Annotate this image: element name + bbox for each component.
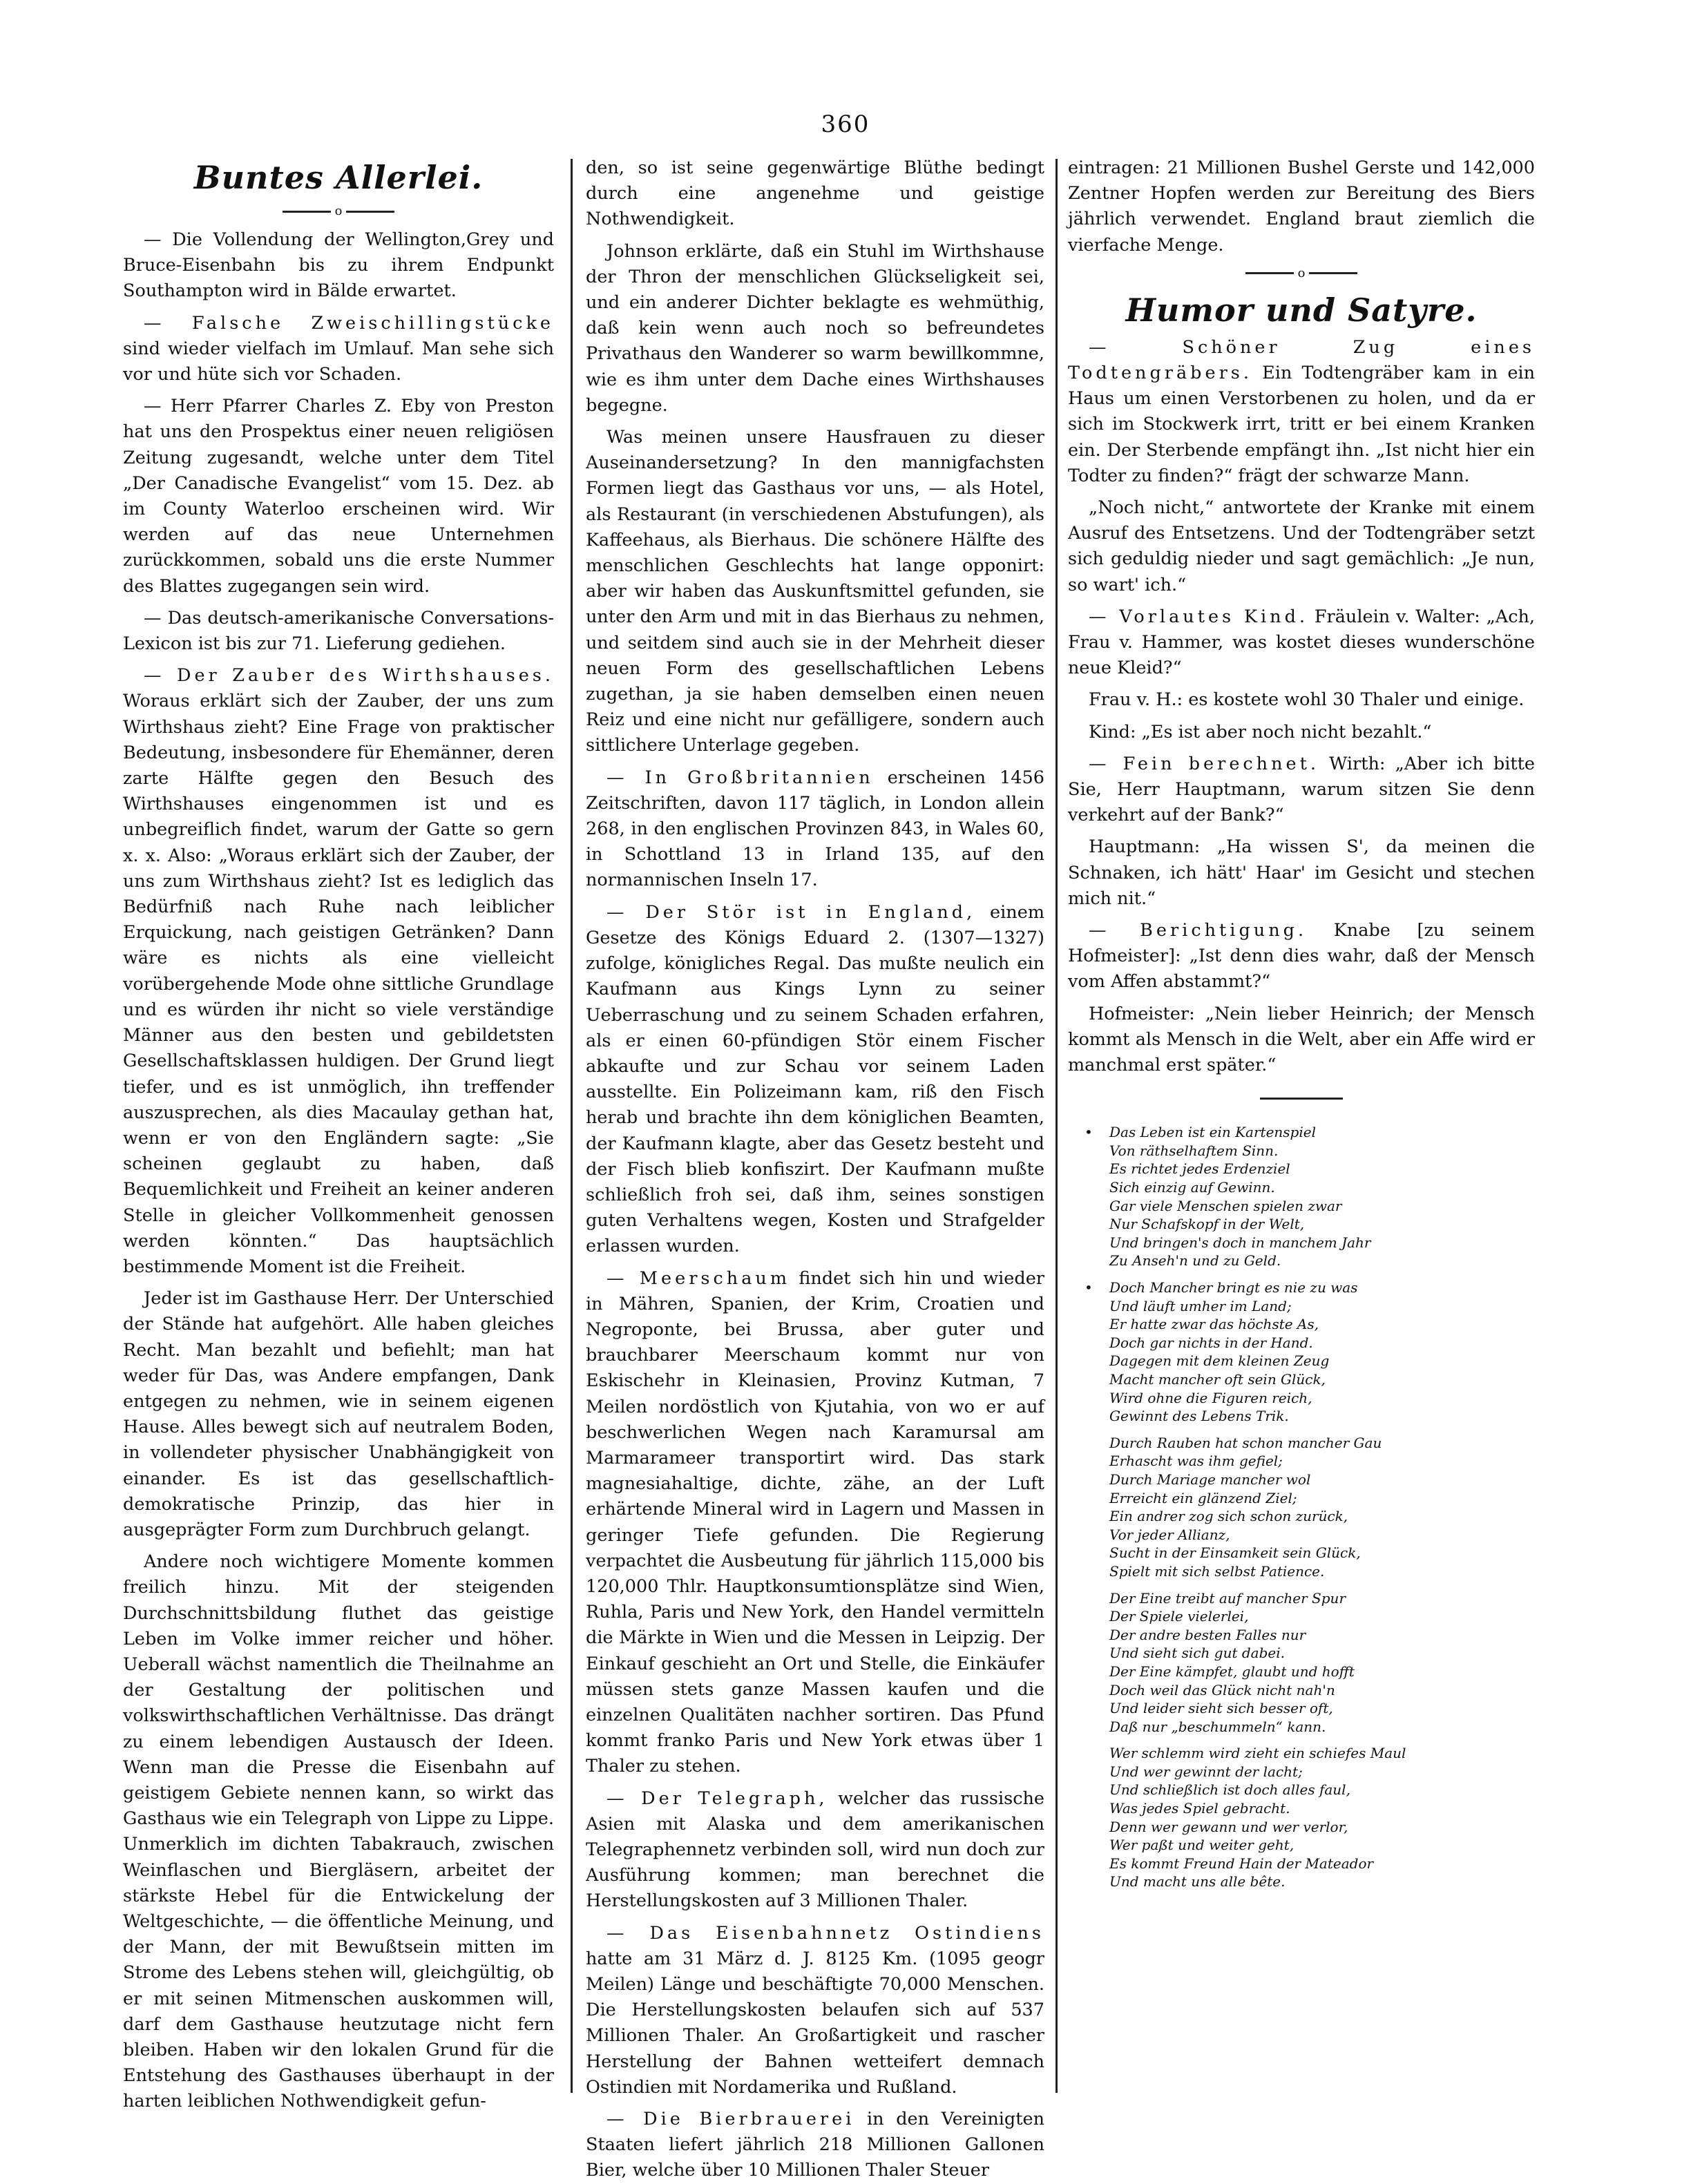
news-item-lead: — Der Stör ist in England, — [606, 901, 976, 923]
poem-line: Und schließlich ist doch alles faul, — [1109, 1781, 1350, 1799]
column-left — [123, 155, 554, 2117]
ornament-rule: o — [123, 202, 554, 220]
poem-stanza — [1109, 1434, 1535, 1581]
poem-line: Denn wer gewann und wer verlor, — [1109, 1818, 1348, 1835]
news-item: — In Großbritannien erscheinen 1456 Zeitschriften, davon 117 täglich, in London allein 268, in den englischen Provinzen 843, in Wales 60, in Schottland 13 in Irland 135, auf den normannischen Inseln 17. — [586, 767, 1044, 891]
anecdote: — Vorlautes Kind. Fräulein v. Walter: „Ach, Frau v. Hammer, was kostet dieses wunderschöne neue Kleid?“ — [1068, 606, 1535, 679]
paragraph: Andere noch wichtigere Momente kommen freilich hinzu. Mit der steigenden Durchschnittsbildung fluthet das geistige Leben im Volke immer reicher und höher. Ueberall wächst namentlich die Theilnahme an der Gestaltung der politischen und volkswirthschaftlichen Verhältnisse. Das drängt zu einem lebendigen Austausch der Ideen. Wenn man die Presse die Eisenbahn auf geistigem Gebiete nennen kann, so wirkt das Gasthaus wie ein Telegraph von Lippe zu Lippe. Unmerklich im dichten Tabakrauch, zwischen Weinflaschen und Biergläsern, arbeitet der stärkste Hebel für die Entwickelung der Weltgeschichte, — die öffentliche Meinung, und der Mann, der mit Bewußtsein mitten im Strome des Lebens stehen will, gleichgültig, ob er mit seinen Mitmenschen auskommen will, darf dem Gasthause heutzutage nicht fern bleiben. Haben wir den lokalen Grund für die Entstehung des Gasthauses überhaupt in der harten leiblichen Nothwendigkeit gefun- — [123, 1551, 554, 2112]
poem-stanza — [1085, 1123, 1535, 1270]
bullet-marker: • — [1085, 1124, 1093, 1141]
poem-line: Es richtet jedes Erdenziel — [1109, 1160, 1290, 1178]
anecdote: Frau v. H.: es kostete wohl 30 Thaler und einige. — [1089, 689, 1525, 711]
poem-stanza — [1109, 1589, 1535, 1736]
column-right — [1068, 155, 1535, 2117]
poem-line: Es kommt Freund Hain der Mateador — [1109, 1855, 1374, 1872]
poem-line: Was jedes Spiel gebracht. — [1109, 1800, 1290, 1817]
news-item: — Herr Pfarrer Charles Z. Eby von Preston hat uns den Prospektus einer neuen religiösen Zeitung zugesandt, welche unter dem Titel „Der Canadische Evangelist“ vom 15. Dez. ab im County Waterloo erscheinen wird. Wir werden auf das neue Unternehmen zurückkommen, sobald uns die erste Nummer des Blattes zugegangen sein wird. — [123, 396, 554, 597]
news-item: — Der Telegraph, welcher das russische Asien mit Alaska und dem amerikanischen Telegraphennetz verbinden soll, wird nun doch zur Ausführung kommen; man berechnet die Herstellungskosten auf 3 Millionen Thaler. — [586, 1788, 1044, 1912]
news-item-lead: — In Großbritannien — [606, 767, 874, 788]
news-item-lead: — Der Telegraph, — [606, 1788, 828, 1809]
poem-line: Doch Mancher bringt es nie zu was — [1109, 1279, 1358, 1296]
anecdote: Hauptmann: „Ha wissen S', da meinen die Schnaken, ich hätt' Haar' im Gesicht und stechen mich nit.“ — [1068, 836, 1535, 909]
news-item-lead: — Der Zauber des Wirthshauses. — [144, 665, 554, 687]
column-middle — [586, 155, 1044, 2181]
poem-line: Dagegen mit dem kleinen Zeug — [1109, 1352, 1330, 1370]
section-heading-humor-und-satyre: Humor und Satyre. — [1125, 291, 1478, 329]
column-divider — [571, 159, 573, 2093]
poem-stanza — [1109, 1744, 1535, 1891]
poem-line: Durch Rauben hat schon mancher Gau — [1109, 1434, 1382, 1451]
news-item-lead: — Falsche Zweischillingstücke — [144, 312, 554, 334]
poem-line: Sich einzig auf Gewinn. — [1109, 1179, 1275, 1196]
poem-line: Von räthselhaftem Sinn. — [1109, 1142, 1279, 1159]
ornament-rule: o — [1068, 265, 1535, 282]
poem-line: Er hatte zwar das höchste As, — [1109, 1316, 1319, 1333]
poem-line: Der Eine kämpfet, glaubt und hofft — [1109, 1663, 1355, 1680]
paragraph: eintragen: 21 Millionen Bushel Gerste und 142,000 Zentner Hopfen werden zur Bereitung des Biers jährlich verwendet. England braut ziemlich die vierfache Menge. — [1068, 157, 1535, 256]
anecdote: — Berichtigung. Knabe [zu seinem Hofmeister]: „Ist denn dies wahr, daß der Mensch vom Affen abstammt?“ — [1068, 920, 1535, 993]
anecdote: — Schöner Zug eines Todtengräbers. Ein Todtengräber kam in ein Haus um einen Verstorbenen zu holen, und da er sich im Stockwerk irrt, tritt er bei einem Kranken ein. Der Sterbende empfängt ihn. „Ist nicht hier ein Todter zu finden?“ frägt der schwarze Mann. — [1068, 336, 1535, 486]
anecdote-lead: — Schöner Zug eines Todtengräbers. — [1068, 336, 1535, 384]
section-heading-buntes-allerlei: Buntes Allerlei. — [193, 159, 484, 196]
poem-line: Doch weil das Glück nicht nah'n — [1109, 1681, 1335, 1698]
paragraph: Johnson erklärte, daß ein Stuhl im Wirthshause der Thron der menschlichen Glückseligkeit sei, und ein anderer Dichter beklagte es wehmüthig, daß kein wenn auch noch so befreundetes Privathaus den Wanderer so warm bewillkommne, wie es ihm unter dem Dache eines Wirthshauses begegne. — [586, 240, 1044, 416]
poem-line: Der Spiele vielerlei, — [1109, 1608, 1249, 1625]
poem-line: Wird ohne die Figuren reich, — [1109, 1389, 1312, 1406]
poem-line: Spielt mit sich selbst Patience. — [1109, 1562, 1325, 1580]
poem-line: Vor jeder Allianz, — [1109, 1526, 1230, 1543]
column-divider — [1055, 159, 1058, 2093]
poem-line: Gewinnt des Lebens Trik. — [1109, 1408, 1289, 1425]
poem-line: Durch Mariage mancher wol — [1109, 1471, 1311, 1488]
anecdote-lead: — Fein berechnet. — [1089, 753, 1319, 774]
news-item: — Meerschaum findet sich hin und wieder in Mähren, Spanien, der Krim, Croatien und Negroponte, bei Brussa, aber guter und brauchbarer Meerschaum kommt nur von Eskischehr in Kleinasien, Provinz Kutman, 7 Meilen nordöstlich von Kjutahia, von wo er auf beschwerlichen Wegen nach Karamursal am Marmarameer transportirt wird. Das stark magnesiahaltige, dichte, zähe, an der Luft erhärtende Mineral wird in Lagern und Massen in geringer Tiefe gefunden. Die Regierung verpachtet die Ausbeutung für jährlich 115,000 bis 120,000 Thlr. Hauptkonsumtionsplätze sind Wien, Ruhla, Paris und New York, den Handel vermitteln die Märkte in Wien und die Messen in Leipzig. Der Einkauf geschieht an Ort und Stelle, die Einkäufer müssen stets ganze Massen kaufen und die einzelnen Qualitäten nachher sortiren. Das Pfund kommt franko Paris und New York etwas über 1 Thaler zu stehen. — [586, 1267, 1044, 1777]
poem-line: Und wer gewinnt der lacht; — [1109, 1763, 1303, 1780]
poem — [1085, 1123, 1535, 1891]
news-item: — Das deutsch-amerikanische Conversations-Lexicon ist bis zur 71. Lieferung gediehen. — [123, 607, 554, 655]
poem-line: Sucht in der Einsamkeit sein Glück, — [1109, 1544, 1361, 1562]
page-number: 360 — [821, 111, 870, 138]
anecdote: Hofmeister: „Nein lieber Heinrich; der Mensch kommt als Mensch in die Welt, aber ein Affe wird er manchmal erst später.“ — [1068, 1003, 1535, 1076]
poem-line: Nur Schafskopf in der Welt, — [1109, 1216, 1305, 1233]
poem-line: Doch gar nichts in der Hand. — [1109, 1334, 1313, 1351]
news-item: — Die Bierbrauerei in den Vereinigten Staaten liefert jährlich 218 Millionen Gallonen Bier, welche über 10 Millionen Thaler Steuer — [586, 2109, 1044, 2181]
news-item: — Der Stör ist in England, einem Gesetze des Königs Eduard 2. (1307—1327) zufolge, königliches Regal. Das mußte neulich ein Kaufmann aus Kings Lynn zu seiner Ueberraschung und zu seinem Schaden erfahren, als er einen 60-pfündigen Stör einem Fischer abkaufte und zur Schau vor seinem Laden ausstellte. Ein Polizeimann kam, riß den Fisch herab und brachte ihn dem königlichen Beamten, der Kaufmann klagte, aber das Gesetz besteht und der Fisch blieb konfiszirt. Der Kaufmann mußte schließlich froh sei, daß ihm, seines sonstigen guten Verhaltens wegen, Kosten und Strafgelder erlassen wurden. — [586, 901, 1044, 1257]
news-item-lead: — Meerschaum — [606, 1267, 790, 1289]
anecdote-lead: — Vorlautes Kind. — [1089, 606, 1309, 627]
poem-line: Das Leben ist ein Kartenspiel — [1109, 1124, 1316, 1141]
poem-line: Wer schlemm wird zieht ein schiefes Maul — [1109, 1745, 1406, 1762]
poem-line: Ein andrer zog sich schon zurück, — [1109, 1508, 1348, 1525]
poem-line: Der andre besten Falles nur — [1109, 1626, 1306, 1643]
poem-line: Zu Anseh'n und zu Geld. — [1109, 1252, 1281, 1270]
poem-line: Und bringen's doch in manchem Jahr — [1109, 1234, 1371, 1251]
poem-line: Erreicht ein glänzend Ziel; — [1109, 1489, 1297, 1506]
news-item: — Die Vollendung der Wellington,Grey und Bruce-Eisenbahn bis zu ihrem Endpunkt Southampton wird in Bälde erwartet. — [123, 229, 554, 302]
section-divider — [1260, 1098, 1343, 1100]
poem-line: Und läuft umher im Land; — [1109, 1297, 1292, 1314]
paragraph: Jeder ist im Gasthause Herr. Der Unterschied der Stände hat aufgehört. Alle haben gleiches Recht. Man bezahlt und befiehlt; man hat weder für Das, was Andere empfangen, Dank entgegen zu nehmen, wie in seinem eigenen Hause. Alles bewegt sich auf neutralem Boden, in vollendeter physischer Unabhängigkeit von einander. Es ist das gesellschaftlich-demokratische Prinzip, das hier in ausgeprägter Form zum Durchbruch gelangt. — [123, 1288, 554, 1540]
anecdote: „Noch nicht,“ antwortete der Kranke mit einem Ausruf des Entsetzens. Und der Todtengräber setzt sich geduldig nieder und sagt gemächlich: „Je nun, so wart' ich.“ — [1068, 497, 1535, 595]
paragraph: den, so ist seine gegenwärtige Blüthe bedingt durch eine angenehme und geistige Nothwendigkeit. — [586, 157, 1044, 230]
poem-line: Und sieht sich gut dabei. — [1109, 1645, 1285, 1662]
bullet-marker: • — [1085, 1279, 1093, 1296]
news-item-lead: — Die Bierbrauerei — [606, 2109, 855, 2130]
poem-line: Und macht uns alle bête. — [1109, 1873, 1286, 1890]
paragraph: Was meinen unsere Hausfrauen zu dieser Auseinandersetzung? In den mannigfachsten Formen liegt das Gasthaus vor uns, — als Hotel, als Restaurant (in verschiedenen Abstufungen), als Kaffeehaus, als Bierhaus. Die schönere Hälfte des menschlichen Geschlechts hat lange opponirt: aber wir haben das Auskunftsmittel gefunden, sie unter den Arm und mit in das Bierhaus zu nehmen, und seitdem sind auch sie in der Mehrheit dieser neuen Form des gesellschaftlichen Lebens zugethan, ja sie haben demselben einen neuen Reiz und eine nicht nur gefälligere, sondern auch sittlichere Unterlage gegeben. — [586, 427, 1044, 756]
poem-line: Macht mancher oft sein Glück, — [1109, 1371, 1326, 1388]
poem-stanza — [1085, 1278, 1535, 1426]
poem-line: Und leider sieht sich besser oft, — [1109, 1700, 1333, 1717]
news-item: — Falsche Zweischillingstücke sind wieder vielfach im Umlauf. Man sehe sich vor und hüte sich vor Schaden. — [123, 312, 554, 385]
poem-line: Wer paßt und weiter geht, — [1109, 1837, 1294, 1854]
anecdote: Kind: „Es ist aber noch nicht bezahlt.“ — [1089, 721, 1432, 743]
anecdote: — Fein berechnet. Wirth: „Aber ich bitte Sie, Herr Hauptmann, warum sitzen Sie denn verkehrt auf der Bank?“ — [1068, 753, 1535, 826]
news-item: — Das Eisenbahnnetz Ostindiens hatte am 31 März d. J. 8125 Km. (1095 geogr Meilen) Länge und beschäftigte 70,000 Menschen. Die Herstellungskosten belaufen sich auf 537 Millionen Thaler. An Großartigkeit und rascher Herstellung der Bahnen wetteifert demnach Ostindien mit Nordamerika und Rußland. — [586, 1922, 1044, 2098]
poem-line: Erhascht was ihm gefiel; — [1109, 1453, 1283, 1470]
poem-line: Gar viele Menschen spielen zwar — [1109, 1197, 1342, 1214]
news-item-lead: — Das Eisenbahnnetz Ostindiens — [606, 1922, 1044, 1944]
poem-line: Daß nur „beschummeln“ kann. — [1109, 1718, 1326, 1735]
poem-line: Der Eine treibt auf mancher Spur — [1109, 1589, 1346, 1607]
anecdote-lead: — Berichtigung. — [1089, 920, 1308, 941]
news-item: — Der Zauber des Wirthshauses. Woraus erklärt sich der Zauber, der uns zum Wirthshaus zieht? Eine Frage von praktischer Bedeutung, insbesondere für Ehemänner, deren zarte Hälfte gegen den Besuch des Wirthshauses eingenommen ist und es unbegreiflich findet, warum der Gatte so gern x. x. Also: „Woraus erklärt sich der Zauber, der uns zum Wirthshaus zieht? Ist es lediglich das Bedürfniß nach Ruhe nach leiblicher Erquickung, nach geistigen Getränken? Dann wäre es nichts als eine vielleicht vorübergehende Mode ohne sittliche Grundlage und es würden ihr nicht so viele verständige Männer aus den besten und gebildetsten Gesellschaftsklassen huldigen. Der Grund liegt tiefer, und es ist unmöglich, ihn treffender auszusprechen, als dies Macaulay gethan hat, wenn er von den Engländern sagte: „Sie scheinen geglaubt zu haben, daß Bequemlichkeit und Freiheit an keiner anderen Stelle in gleicher Vollkommenheit genossen werden könnten.“ Das hauptsächlich bestimmende Moment ist die Freiheit. — [123, 665, 554, 1277]
